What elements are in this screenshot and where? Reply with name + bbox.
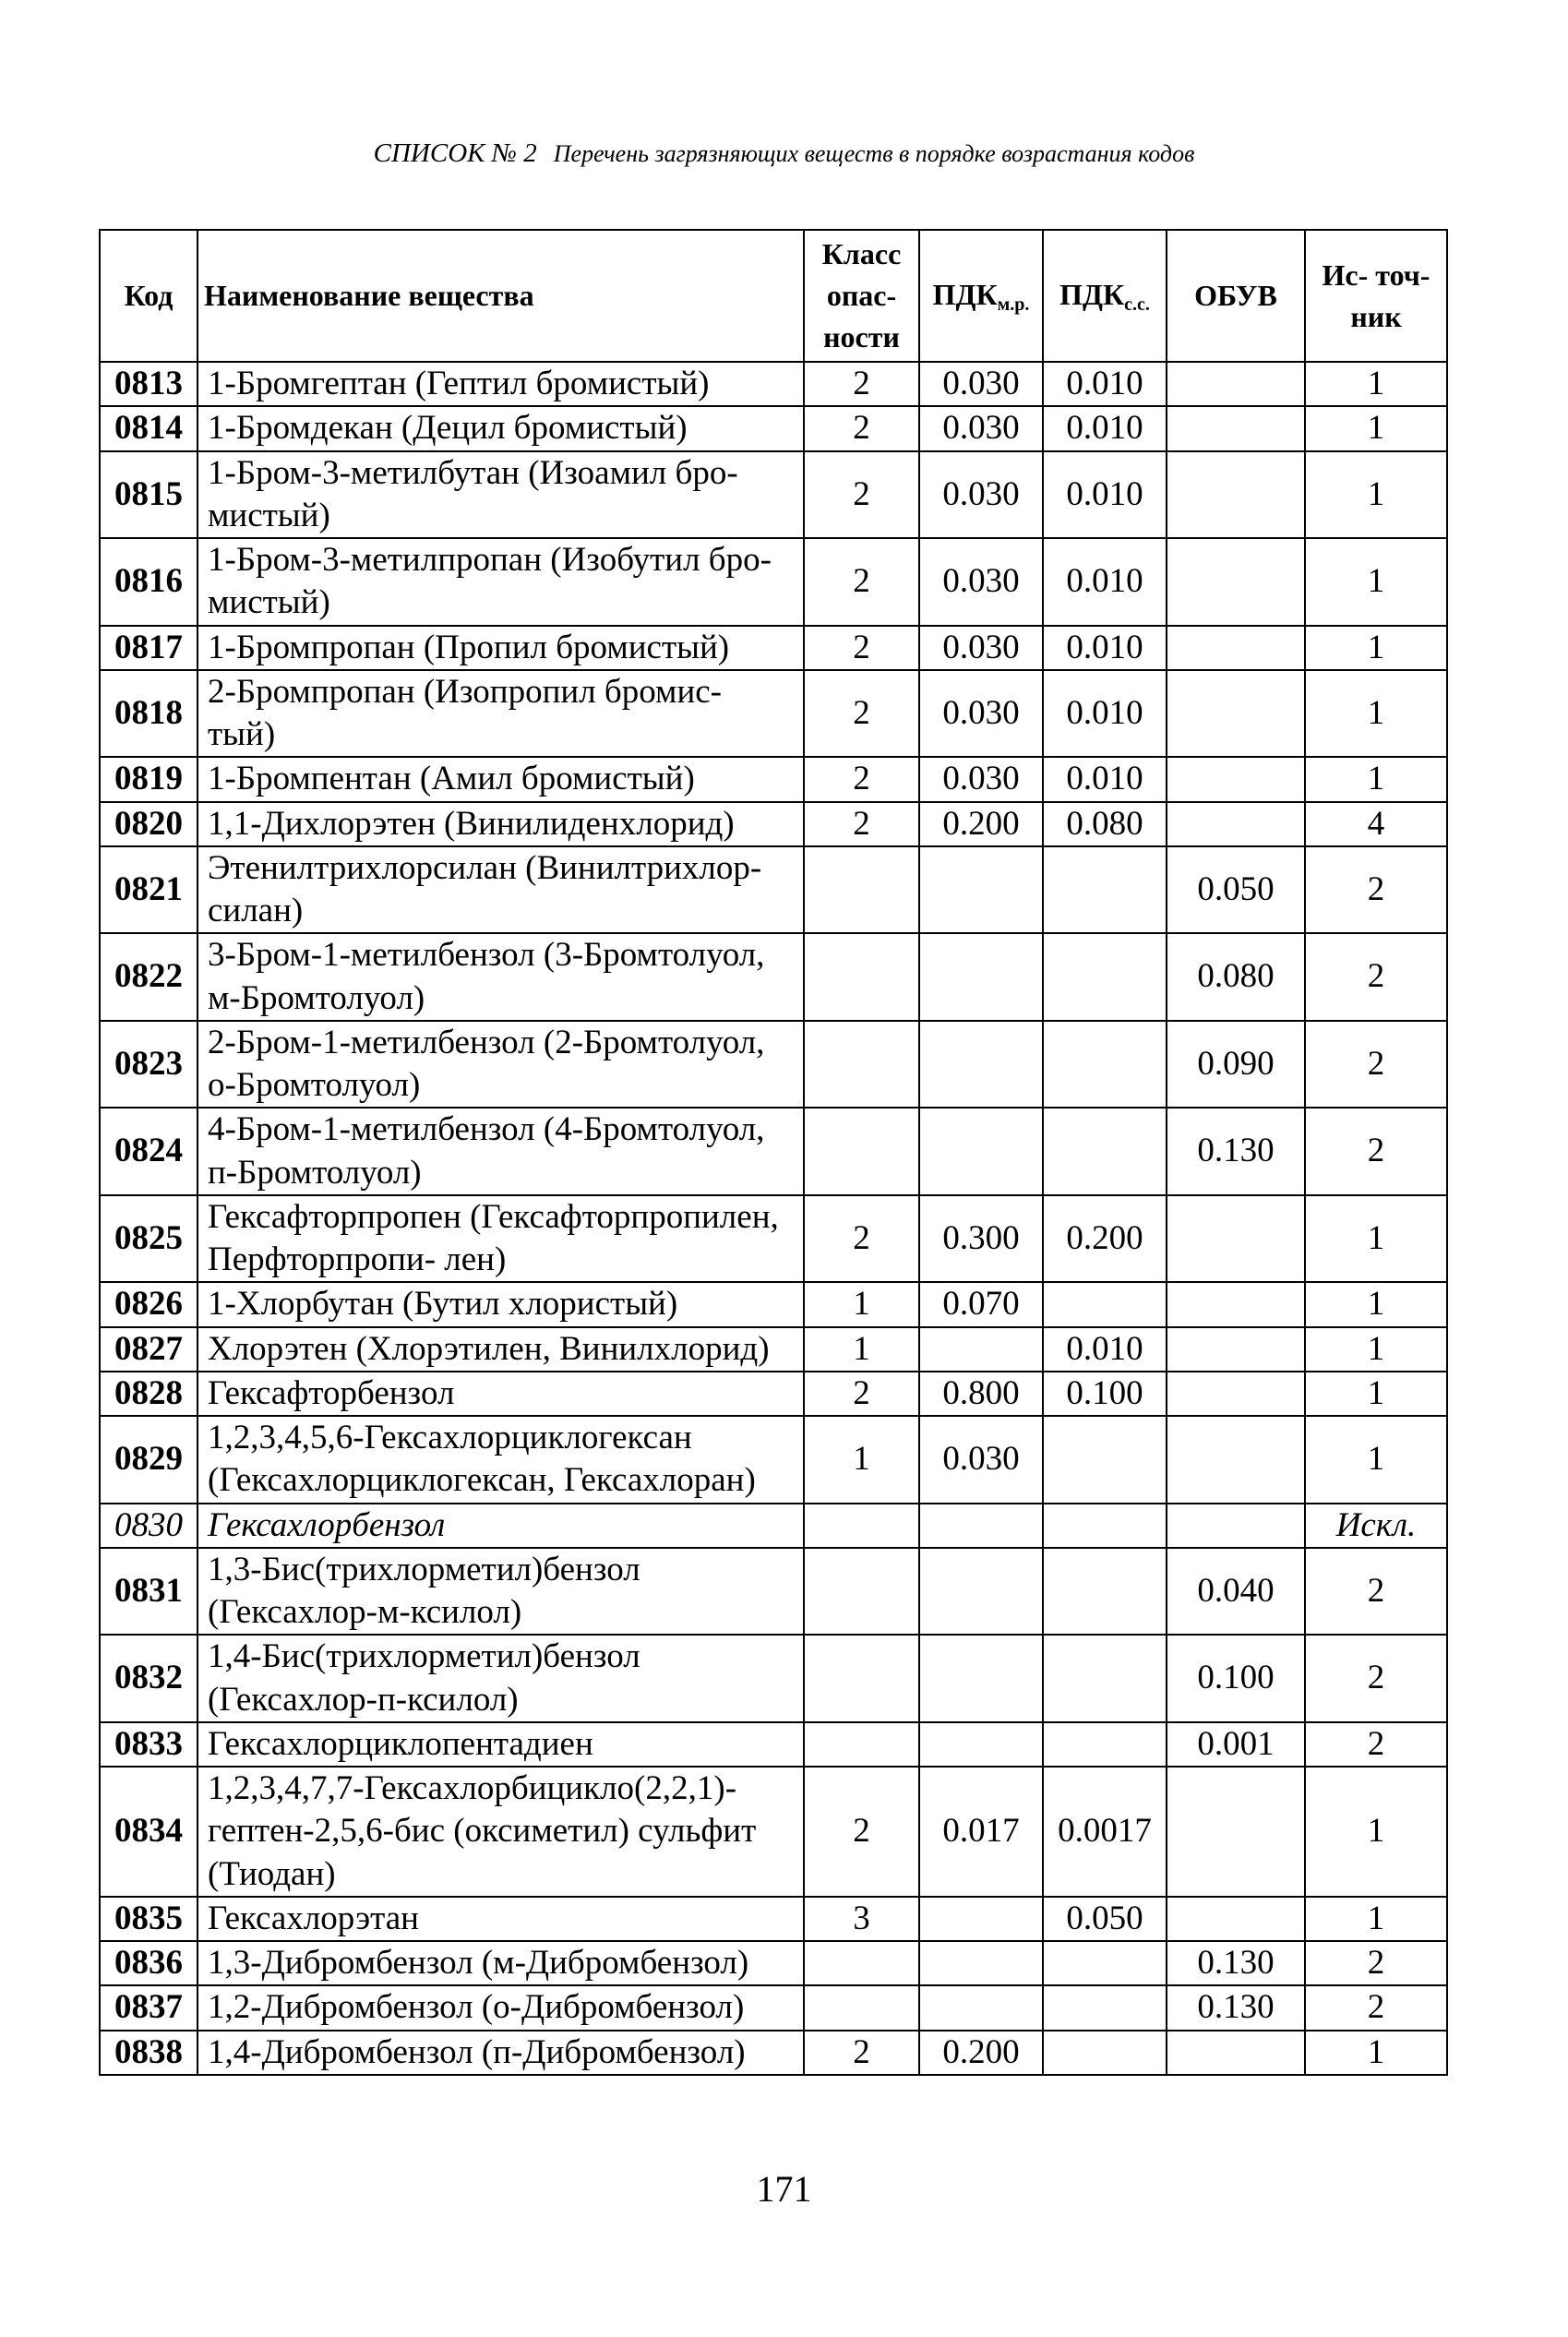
cell-obuv: [1167, 1195, 1305, 1283]
cell-code: 0816: [100, 538, 197, 626]
cell-hazard-class: [804, 1504, 919, 1548]
header-pdk-ss-sub: с.с.: [1124, 294, 1150, 315]
cell-name: 1-Хлорбутан (Бутил хлористый): [197, 1282, 804, 1326]
cell-obuv: [1167, 1372, 1305, 1416]
cell-name: Гексахлорэтан: [197, 1897, 804, 1941]
cell-pdk-mr: 0.030: [919, 538, 1043, 626]
cell-source: 1: [1305, 1372, 1447, 1416]
cell-source: 1: [1305, 1767, 1447, 1897]
cell-hazard-class: [804, 1635, 919, 1722]
cell-pdk-ss: 0.010: [1043, 670, 1167, 758]
cell-obuv: 0.130: [1167, 1108, 1305, 1195]
cell-hazard-class: 2: [804, 406, 919, 450]
cell-hazard-class: [804, 1021, 919, 1109]
header-obuv: ОБУВ: [1167, 230, 1305, 362]
cell-name: 1-Бромпропан (Пропил бромистый): [197, 626, 804, 670]
cell-code: 0834: [100, 1767, 197, 1897]
cell-hazard-class: 1: [804, 1282, 919, 1326]
cell-pdk-mr: 0.030: [919, 451, 1043, 539]
cell-source: 1: [1305, 626, 1447, 670]
cell-hazard-class: [804, 933, 919, 1021]
table-row: [100, 1416, 1447, 1504]
table-row: [100, 933, 1447, 1021]
cell-obuv: 0.090: [1167, 1021, 1305, 1109]
cell-pdk-mr: [919, 1327, 1043, 1372]
cell-pdk-mr: 0.800: [919, 1372, 1043, 1416]
cell-pdk-ss: 0.200: [1043, 1195, 1167, 1283]
table-row: [100, 1504, 1447, 1548]
cell-code: 0817: [100, 626, 197, 670]
cell-source: 1: [1305, 757, 1447, 801]
header-name: Наименование вещества: [197, 230, 804, 362]
table-row: [100, 1372, 1447, 1416]
cell-code: 0820: [100, 802, 197, 846]
table-row: [100, 670, 1447, 758]
cell-obuv: [1167, 1504, 1305, 1548]
cell-source: 2: [1305, 1021, 1447, 1109]
cell-name: Гексафторпропен (Гексафторпропилен, Перфторпропи- лен): [197, 1195, 804, 1283]
cell-pdk-ss: 0.010: [1043, 362, 1167, 406]
cell-pdk-mr: 0.030: [919, 1416, 1043, 1504]
cell-pdk-mr: 0.030: [919, 406, 1043, 450]
cell-obuv: [1167, 802, 1305, 846]
cell-name: Этенилтрихлорсилан (Винилтрихлор- силан): [197, 846, 804, 934]
cell-name: 4-Бром-1-метилбензол (4-Бромтолуол, п-Бромтолуол): [197, 1108, 804, 1195]
table-row: [100, 1282, 1447, 1326]
cell-hazard-class: [804, 1108, 919, 1195]
list-subtitle: Перечень загрязняющих веществ в порядке возрастания кодов: [553, 140, 1195, 167]
cell-source: 1: [1305, 1327, 1447, 1372]
cell-source: 2: [1305, 1941, 1447, 1985]
header-hazard-class: Класс опас- ности: [804, 230, 919, 362]
header-pdk-ss: [1043, 230, 1167, 362]
cell-code: 0825: [100, 1195, 197, 1283]
cell-source: Искл.: [1305, 1504, 1447, 1548]
cell-name: 1,4-Бис(трихлорметил)бензол (Гексахлор-п-ксилол): [197, 1635, 804, 1722]
cell-obuv: [1167, 1282, 1305, 1326]
cell-code: 0835: [100, 1897, 197, 1941]
cell-name: 1,2,3,4,7,7-Гексахлорбицикло(2,2,1)-гептен-2,5,6-бис (оксиметил) сульфит (Тиодан): [197, 1767, 804, 1897]
cell-source: 1: [1305, 2031, 1447, 2075]
header-pdk-ss-label: ПДК: [1059, 278, 1125, 311]
cell-source: 2: [1305, 1635, 1447, 1722]
cell-obuv: [1167, 538, 1305, 626]
cell-source: 1: [1305, 1195, 1447, 1283]
cell-hazard-class: 1: [804, 1327, 919, 1372]
cell-obuv: [1167, 1767, 1305, 1897]
cell-code: 0836: [100, 1941, 197, 1985]
cell-source: 2: [1305, 1985, 1447, 2030]
cell-obuv: [1167, 1897, 1305, 1941]
cell-source: 2: [1305, 1722, 1447, 1767]
table-row: [100, 1767, 1447, 1897]
cell-code: 0830: [100, 1504, 197, 1548]
table-row: [100, 362, 1447, 406]
cell-pdk-mr: 0.200: [919, 802, 1043, 846]
cell-hazard-class: 2: [804, 1372, 919, 1416]
table-body: [100, 362, 1447, 2075]
table-row: [100, 1021, 1447, 1109]
cell-source: 2: [1305, 1108, 1447, 1195]
cell-pdk-mr: 0.017: [919, 1767, 1043, 1897]
table-row: [100, 1985, 1447, 2030]
cell-hazard-class: 2: [804, 2031, 919, 2075]
cell-code: 0829: [100, 1416, 197, 1504]
header-pdk-mr-label: ПДК: [932, 278, 998, 311]
cell-pdk-mr: 0.030: [919, 626, 1043, 670]
cell-name: 3-Бром-1-метилбензол (3-Бромтолуол, м-Бромтолуол): [197, 933, 804, 1021]
cell-code: 0826: [100, 1282, 197, 1326]
cell-hazard-class: 2: [804, 626, 919, 670]
cell-code: 0822: [100, 933, 197, 1021]
cell-name: 1-Бромдекан (Децил бромистый): [197, 406, 804, 450]
cell-name: Гексахлорциклопентадиен: [197, 1722, 804, 1767]
cell-source: 2: [1305, 846, 1447, 934]
cell-pdk-ss: [1043, 1941, 1167, 1985]
cell-hazard-class: 2: [804, 1767, 919, 1897]
cell-code: 0818: [100, 670, 197, 758]
cell-pdk-ss: 0.050: [1043, 1897, 1167, 1941]
table-row: [100, 1327, 1447, 1372]
cell-name: 1-Бром-3-метилбутан (Изоамил бро- мистый): [197, 451, 804, 539]
cell-pdk-mr: [919, 1635, 1043, 1722]
cell-pdk-ss: [1043, 1722, 1167, 1767]
table-row: [100, 1897, 1447, 1941]
cell-source: 4: [1305, 802, 1447, 846]
cell-code: 0819: [100, 757, 197, 801]
cell-code: 0833: [100, 1722, 197, 1767]
substances-table: [99, 229, 1448, 2076]
cell-obuv: [1167, 626, 1305, 670]
cell-name: 1-Бромпентан (Амил бромистый): [197, 757, 804, 801]
table-row: [100, 2031, 1447, 2075]
cell-pdk-ss: [1043, 1021, 1167, 1109]
cell-hazard-class: [804, 1985, 919, 2030]
cell-pdk-ss: [1043, 1282, 1167, 1326]
cell-hazard-class: [804, 1722, 919, 1767]
cell-hazard-class: 2: [804, 1195, 919, 1283]
cell-pdk-mr: [919, 933, 1043, 1021]
cell-name: 1,2-Дибромбензол (о-Дибромбензол): [197, 1985, 804, 2030]
cell-code: 0821: [100, 846, 197, 934]
cell-pdk-ss: 0.010: [1043, 538, 1167, 626]
header-source: Ис- точ- ник: [1305, 230, 1447, 362]
cell-obuv: [1167, 1416, 1305, 1504]
cell-pdk-mr: [919, 1985, 1043, 2030]
cell-pdk-ss: 0.0017: [1043, 1767, 1167, 1897]
page-title: [0, 138, 1568, 169]
cell-obuv: 0.001: [1167, 1722, 1305, 1767]
list-title: СПИСОК № 2: [373, 138, 537, 168]
table-row: [100, 406, 1447, 450]
header-pdk-mr: [919, 230, 1043, 362]
cell-name: 1-Бром-3-метилпропан (Изобутил бро- мистый): [197, 538, 804, 626]
cell-pdk-mr: 0.200: [919, 2031, 1043, 2075]
cell-code: 0837: [100, 1985, 197, 2030]
cell-hazard-class: 3: [804, 1897, 919, 1941]
table-header-row: [100, 230, 1447, 362]
cell-pdk-mr: [919, 1021, 1043, 1109]
cell-source: 1: [1305, 1416, 1447, 1504]
cell-pdk-mr: [919, 846, 1043, 934]
cell-obuv: 0.100: [1167, 1635, 1305, 1722]
cell-pdk-ss: 0.100: [1043, 1372, 1167, 1416]
table-row: [100, 1195, 1447, 1283]
cell-pdk-ss: 0.010: [1043, 1327, 1167, 1372]
cell-obuv: [1167, 1327, 1305, 1372]
cell-pdk-ss: [1043, 1985, 1167, 2030]
cell-obuv: 0.080: [1167, 933, 1305, 1021]
cell-code: 0815: [100, 451, 197, 539]
header-code: Код: [100, 230, 197, 362]
cell-pdk-mr: 0.030: [919, 362, 1043, 406]
cell-code: 0827: [100, 1327, 197, 1372]
cell-pdk-mr: 0.030: [919, 757, 1043, 801]
cell-name: Хлорэтен (Хлорэтилен, Винилхлорид): [197, 1327, 804, 1372]
cell-pdk-ss: [1043, 1548, 1167, 1636]
table-row: [100, 1548, 1447, 1636]
table-row: [100, 626, 1447, 670]
cell-obuv: [1167, 362, 1305, 406]
cell-pdk-ss: [1043, 933, 1167, 1021]
cell-code: 0813: [100, 362, 197, 406]
cell-obuv: [1167, 406, 1305, 450]
cell-obuv: 0.040: [1167, 1548, 1305, 1636]
cell-name: Гексафторбензол: [197, 1372, 804, 1416]
cell-hazard-class: 2: [804, 538, 919, 626]
cell-name: 1,3-Бис(трихлорметил)бензол (Гексахлор-м-ксилол): [197, 1548, 804, 1636]
cell-pdk-mr: [919, 1548, 1043, 1636]
cell-pdk-ss: [1043, 1635, 1167, 1722]
cell-code: 0824: [100, 1108, 197, 1195]
cell-name: 1,3-Дибромбензол (м-Дибромбензол): [197, 1941, 804, 1985]
cell-code: 0831: [100, 1548, 197, 1636]
cell-hazard-class: 1: [804, 1416, 919, 1504]
cell-obuv: 0.130: [1167, 1941, 1305, 1985]
cell-pdk-ss: 0.010: [1043, 757, 1167, 801]
cell-pdk-ss: [1043, 2031, 1167, 2075]
cell-source: 1: [1305, 362, 1447, 406]
table-row: [100, 538, 1447, 626]
cell-source: 1: [1305, 406, 1447, 450]
cell-code: 0838: [100, 2031, 197, 2075]
cell-pdk-ss: [1043, 846, 1167, 934]
cell-pdk-mr: [919, 1108, 1043, 1195]
cell-hazard-class: 2: [804, 802, 919, 846]
cell-code: 0832: [100, 1635, 197, 1722]
table-row: [100, 1941, 1447, 1985]
page-number: 171: [756, 2168, 812, 2210]
cell-hazard-class: 2: [804, 670, 919, 758]
cell-pdk-ss: [1043, 1108, 1167, 1195]
cell-source: 1: [1305, 1897, 1447, 1941]
cell-source: 1: [1305, 670, 1447, 758]
cell-obuv: 0.130: [1167, 1985, 1305, 2030]
cell-name: Гексахлорбензол: [197, 1504, 804, 1548]
cell-pdk-ss: 0.010: [1043, 406, 1167, 450]
cell-source: 2: [1305, 933, 1447, 1021]
cell-pdk-ss: 0.010: [1043, 626, 1167, 670]
cell-source: 2: [1305, 1548, 1447, 1636]
cell-hazard-class: 2: [804, 757, 919, 801]
cell-obuv: [1167, 670, 1305, 758]
table-row: [100, 802, 1447, 846]
cell-code: 0814: [100, 406, 197, 450]
cell-obuv: [1167, 451, 1305, 539]
cell-pdk-ss: 0.010: [1043, 451, 1167, 539]
cell-code: 0828: [100, 1372, 197, 1416]
cell-name: 1,1-Дихлорэтен (Винилиденхлорид): [197, 802, 804, 846]
cell-pdk-mr: 0.030: [919, 670, 1043, 758]
cell-name: 1,2,3,4,5,6-Гексахлорциклогексан (Гексахлорциклогексан, Гексахлоран): [197, 1416, 804, 1504]
cell-pdk-mr: [919, 1722, 1043, 1767]
cell-source: 1: [1305, 451, 1447, 539]
cell-name: 2-Бромпропан (Изопропил бромис- тый): [197, 670, 804, 758]
cell-hazard-class: [804, 1941, 919, 1985]
cell-pdk-mr: [919, 1941, 1043, 1985]
cell-pdk-ss: 0.080: [1043, 802, 1167, 846]
cell-obuv: [1167, 2031, 1305, 2075]
cell-hazard-class: [804, 1548, 919, 1636]
cell-hazard-class: [804, 846, 919, 934]
cell-source: 1: [1305, 538, 1447, 626]
table-row: [100, 757, 1447, 801]
table-row: [100, 1722, 1447, 1767]
cell-hazard-class: 2: [804, 362, 919, 406]
cell-pdk-mr: [919, 1897, 1043, 1941]
table-row: [100, 846, 1447, 934]
cell-pdk-ss: [1043, 1504, 1167, 1548]
cell-obuv: [1167, 757, 1305, 801]
table-row: [100, 1108, 1447, 1195]
cell-name: 1-Бромгептан (Гептил бромистый): [197, 362, 804, 406]
table-row: [100, 451, 1447, 539]
cell-name: 1,4-Дибромбензол (п-Дибромбензол): [197, 2031, 804, 2075]
cell-pdk-ss: [1043, 1416, 1167, 1504]
cell-hazard-class: 2: [804, 451, 919, 539]
cell-name: 2-Бром-1-метилбензол (2-Бромтолуол, о-Бромтолуол): [197, 1021, 804, 1109]
header-pdk-mr-sub: м.р.: [997, 294, 1030, 315]
cell-obuv: 0.050: [1167, 846, 1305, 934]
cell-pdk-mr: [919, 1504, 1043, 1548]
cell-source: 1: [1305, 1282, 1447, 1326]
cell-pdk-mr: 0.300: [919, 1195, 1043, 1283]
cell-code: 0823: [100, 1021, 197, 1109]
table-row: [100, 1635, 1447, 1722]
cell-pdk-mr: 0.070: [919, 1282, 1043, 1326]
